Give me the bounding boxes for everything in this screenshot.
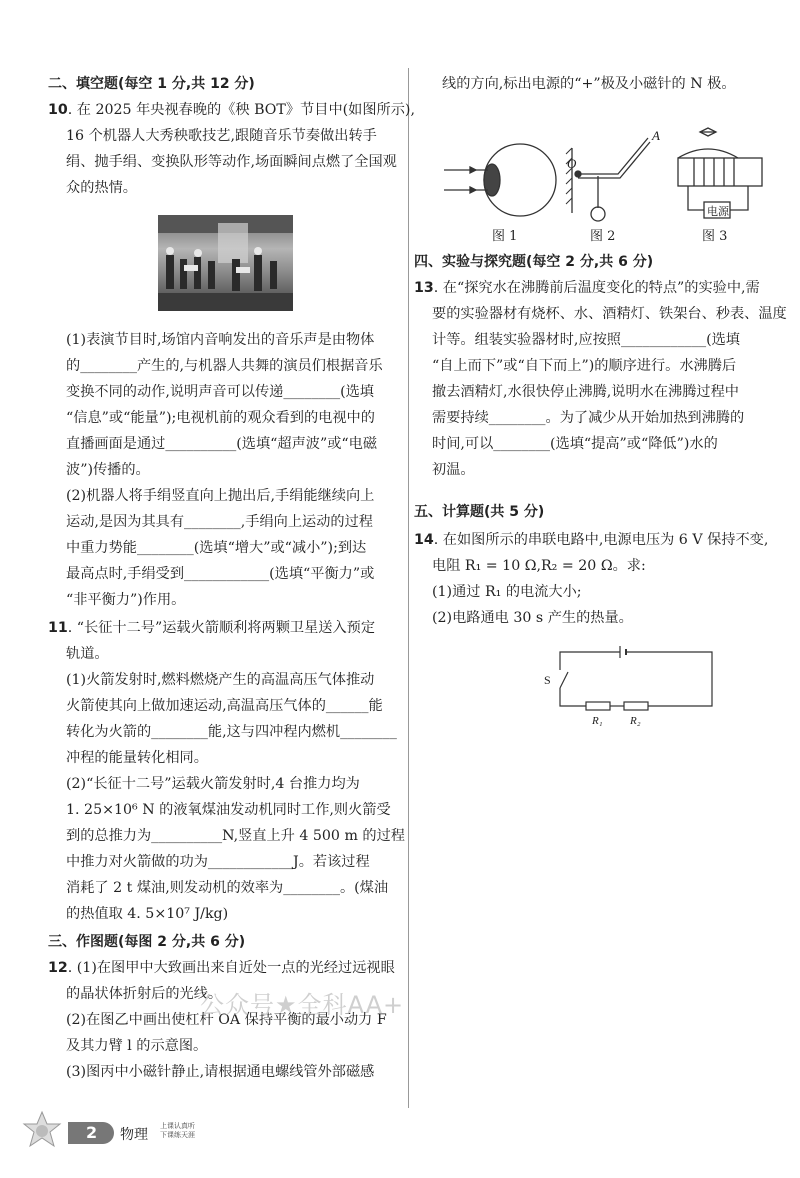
- star-logo-icon: [20, 1110, 64, 1150]
- q12-line-5: (3)图丙中小磁针静止,请根据通电螺线管外部磁感: [66, 1064, 375, 1080]
- q13-line-7: 时间,可以________(选填“提高”或“降低”)水的: [432, 436, 718, 452]
- q12-number: 12: [48, 960, 68, 976]
- q10-p2-line-5: “非平衡力”)作用。: [66, 592, 186, 608]
- q12-line-2: 的晶状体折射后的光线。: [66, 986, 223, 1002]
- q14-number: 14: [414, 532, 434, 548]
- q14-line-4: (2)电路通电 30 s 产生的热量。: [432, 610, 633, 626]
- watermark: 公众号★全科AA+: [200, 991, 405, 1019]
- q10-line-1: 10. 在 2025 年央视春晚的《秧 BOT》节目中(如图所示),: [48, 102, 415, 118]
- q11-line-1: 11. “长征十二号”运载火箭顺利将两颗卫星送入预定: [48, 620, 376, 636]
- q11-line-2: 轨道。: [66, 646, 109, 662]
- q11-p2-line-6: 的热值取 4. 5×10⁷ J/kg): [66, 906, 229, 922]
- q13-line-1: 13. 在“探究水在沸腾前后温度变化的特点”的实验中,需: [414, 280, 760, 296]
- q12-line-3: (2)在图乙中画出使杠杆 OA 保持平衡的最小动力 F: [66, 1012, 387, 1028]
- q11-p1-line-2: 火箭使其向上做加速运动,高温高压气体的______能: [66, 698, 383, 714]
- fig3-caption: 图 3: [702, 229, 728, 244]
- q10-p1-line-5: 直播画面是通过__________(选填“超声波”或“电磁: [66, 436, 378, 452]
- q10-p2-line-1: (2)机器人将手绢竖直向上抛出后,手绢能继续向上: [66, 488, 375, 504]
- page-footer: [20, 1110, 220, 1150]
- figure-1-eye: [444, 144, 556, 216]
- q11-p1-line-4: 冲程的能量转化相同。: [66, 750, 208, 766]
- fig1-caption: 图 1: [492, 229, 518, 244]
- subject-label: 物理: [120, 1127, 148, 1143]
- q10-p2-line-3: 中重力势能________(选填“增大”或“减小”);到达: [66, 540, 367, 556]
- q14-line-3: (1)通过 R₁ 的电流大小;: [432, 584, 582, 600]
- q10-p1-line-4: “信息”或“能量”);电视机前的观众看到的电视中的: [66, 410, 375, 426]
- q13-line-8: 初温。: [432, 462, 475, 478]
- fig2-caption: 图 2: [590, 229, 616, 244]
- q14-line-1: 14. 在如图所示的串联电路中,电源电压为 6 V 保持不变,: [414, 532, 769, 548]
- figure-2-lever: [566, 138, 650, 221]
- section-3-header: 三、作图题(每图 2 分,共 6 分): [48, 934, 246, 950]
- q13-line-5: 撤去酒精灯,水很快停止沸腾,说明水在沸腾过程中: [432, 384, 739, 400]
- q11-p2-line-5: 消耗了 2 t 煤油,则发动机的效率为________。(煤油: [66, 880, 389, 896]
- q11-p2-line-2: 1. 25×10⁶ N 的液氧煤油发动机同时工作,则火箭受: [66, 802, 391, 818]
- q10-p1-line-6: 波”)传播的。: [66, 462, 150, 478]
- fig2-label-o: O: [567, 156, 577, 171]
- robot-dance-photo: [158, 215, 293, 311]
- section-2-header: 二、填空题(每空 1 分,共 12 分): [48, 76, 255, 92]
- q10-p1-line-3: 变换不同的动作,说明声音可以传递________(选填: [66, 384, 374, 400]
- q14-line-2: 电阻 R₁ = 10 Ω,R₂ = 20 Ω。求:: [432, 558, 646, 574]
- q13-number: 13: [414, 280, 434, 296]
- q10-p1-line-1: (1)表演节目时,场馆内音响发出的音乐声是由物体: [66, 332, 375, 348]
- q11-number: 11: [48, 620, 68, 636]
- q11-p2-line-3: 到的总推力为__________N,竖直上升 4 500 m 的过程: [66, 828, 405, 844]
- switch-label: S: [544, 673, 551, 687]
- q10-p2-line-2: 运动,是因为其具有________,手绢向上运动的过程: [66, 514, 373, 530]
- q13-line-3: 计等。组装实验器材时,应按照____________(选填: [432, 332, 740, 348]
- column-divider: [408, 68, 409, 1108]
- q11-p1-line-3: 转化为火箭的________能,这与四冲程内燃机________: [66, 724, 397, 740]
- footer-slogan: 上课认真听 下课练天涯: [160, 1122, 195, 1139]
- q11-p2-line-4: 中推力对火箭做的功为____________J。若该过程: [66, 854, 370, 870]
- section-4-header: 四、实验与探究题(每空 2 分,共 6 分): [414, 254, 654, 270]
- section-5-header: 五、计算题(共 5 分): [414, 504, 545, 520]
- q11-p2-line-1: (2)“长征十二号”运载火箭发射时,4 台推力均为: [66, 776, 360, 792]
- q13-line-6: 需要持续________。为了减少从开始加热到沸腾的: [432, 410, 745, 426]
- fig2-label-a: A: [652, 128, 660, 143]
- circuit-diagram: [540, 640, 720, 730]
- r2-label: R₂: [630, 715, 641, 727]
- q10-p1-line-2: 的________产生的,与机器人共舞的演员们根据音乐: [66, 358, 383, 374]
- q10-line-2: 16 个机器人大秀秧歌技艺,跟随音乐节奏做出转手: [66, 128, 377, 144]
- q10-line-4: 众的热情。: [66, 180, 137, 196]
- r1-label: R₁: [592, 715, 603, 727]
- q12-continued: 线的方向,标出电源的“+”极及小磁针的 N 极。: [442, 76, 736, 92]
- q10-line-3: 绢、抛手绢、变换队形等动作,场面瞬间点燃了全国观: [66, 154, 397, 170]
- figures-1-3: [430, 118, 770, 248]
- fig3-power-label: 电源: [707, 205, 729, 218]
- q10-number: 10: [48, 102, 68, 118]
- q12-line-4: 及其力臂 l 的示意图。: [66, 1038, 208, 1054]
- q13-line-2: 要的实验器材有烧杯、水、酒精灯、铁架台、秒表、温度: [432, 306, 787, 322]
- q11-p1-line-1: (1)火箭发射时,燃料燃烧产生的高温高压气体推动: [66, 672, 375, 688]
- page-number: 2: [86, 1123, 98, 1142]
- q12-line-1: 12. (1)在图甲中大致画出来自近处一点的光经过远视眼: [48, 960, 395, 976]
- q10-p2-line-4: 最高点时,手绢受到____________(选填“平衡力”或: [66, 566, 375, 582]
- q13-line-4: “自上而下”或“自下而上”)的顺序进行。水沸腾后: [432, 358, 737, 374]
